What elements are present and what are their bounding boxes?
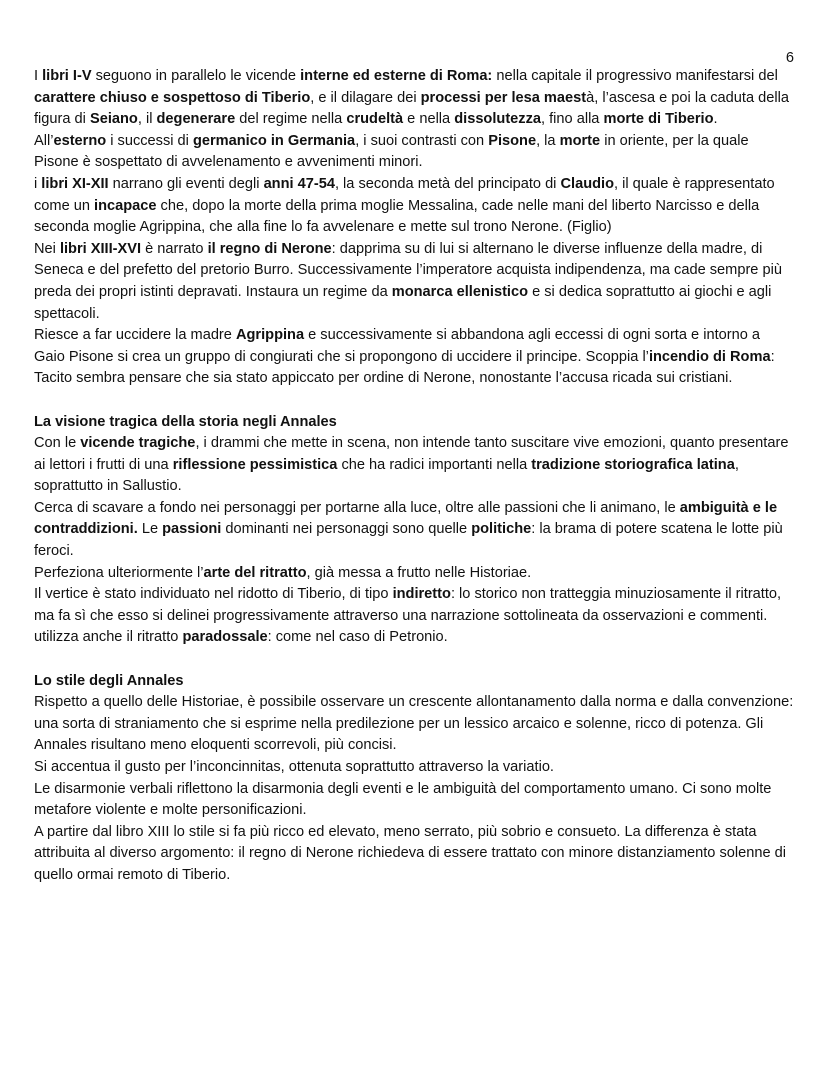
bold-text: libri I-V bbox=[42, 68, 92, 84]
bold-text: anni 47-54 bbox=[263, 175, 335, 192]
bold-text: crudeltà bbox=[346, 111, 404, 128]
text-run: , la seconda metà del principato di bbox=[334, 175, 561, 192]
bold-text: libri XI-XII bbox=[41, 175, 109, 192]
text-run: , e il dilagare dei bbox=[310, 89, 421, 106]
text-run: Cerca di scavare a fondo nei personaggi per portarne alla luce, oltre alle passioni che li animano, le bbox=[34, 499, 680, 516]
bold-text: incapace bbox=[94, 197, 157, 214]
bold-text: politiche bbox=[471, 521, 532, 538]
text-run: . bbox=[713, 111, 718, 128]
bold-text: interne ed esterne di Roma: bbox=[300, 68, 493, 84]
section-intro bbox=[34, 66, 794, 390]
text-run: i successi di bbox=[106, 132, 193, 149]
text-run: è narrato bbox=[141, 240, 208, 257]
paragraph bbox=[34, 498, 794, 563]
bold-text: passioni bbox=[162, 521, 222, 538]
text-run: , fino alla bbox=[541, 111, 604, 128]
bold-text: ambiguità e le contraddizioni. bbox=[34, 499, 778, 538]
text-run: , soprattutto in Sallustio. bbox=[34, 456, 739, 495]
bold-text: vicende tragiche bbox=[80, 435, 196, 452]
paragraph bbox=[34, 66, 794, 131]
section-title-style: Lo stile degli Annales bbox=[34, 672, 184, 689]
text-run: e successivamente si abbandona agli eccessi di ogni sorta e intorno a Gaio Pisone si crea un gruppo di congiurati che si propongono di uccidere il principe. Scoppia l’ bbox=[34, 327, 760, 365]
text-run: Nei bbox=[34, 240, 60, 257]
bold-text: carattere chiuso e sospettoso di Tiberio bbox=[34, 89, 311, 106]
text-run: : lo storico non tratteggia minuziosamente il ritratto, ma fa sì che esso si delinei progressivamente attraverso una narrazione sottolineata da osservazioni e commenti. utilizza anche il ritratto bbox=[34, 586, 782, 646]
document-body bbox=[34, 66, 794, 887]
section-tragic-vision bbox=[34, 433, 794, 649]
text-run: i bbox=[34, 175, 42, 192]
text-run: Perfeziona ulteriormente l’ bbox=[34, 564, 204, 581]
text-run: Le bbox=[137, 521, 163, 538]
text-run: nella capitale il progressivo manifestarsi del bbox=[492, 68, 778, 84]
text-run: , i drammi che mette in scena, non intende tanto suscitare vive emozioni, quanto presentare ai lettori i frutti di una bbox=[34, 435, 789, 473]
page-number: 6 bbox=[785, 50, 794, 66]
bold-text: libri XIII-XVI bbox=[59, 240, 142, 257]
text-run: I bbox=[34, 68, 43, 84]
bold-text: il regno di Nerone bbox=[207, 240, 332, 257]
paragraph bbox=[34, 757, 794, 779]
text-run: Rispetto a quello delle Historiae, è possibile osservare un crescente allontanamento dalla norma e dalla convenzione: una sorta di straniamento che si esprime nella predilezione per un lessico arcaico e solenne, ricco di potenza. Gli Annales risultano meno eloquenti scorrevoli, più concisi. bbox=[34, 694, 794, 754]
bold-text: indiretto bbox=[392, 586, 451, 603]
section-title-tragic-vision: La visione tragica della storia negli Annales bbox=[34, 413, 337, 430]
section-style bbox=[34, 692, 794, 886]
bold-text: degenerare bbox=[156, 111, 236, 128]
text-run: e nella bbox=[403, 111, 455, 128]
bold-text: paradossale bbox=[182, 629, 268, 646]
paragraph bbox=[34, 563, 794, 585]
text-run: e si dedica soprattutto ai giochi e agli spettacoli. bbox=[34, 283, 772, 322]
paragraph bbox=[34, 174, 794, 239]
text-run: A partire dal libro XIII lo stile si fa più ricco ed elevato, meno serrato, più sobrio e consueto. La differenza è stata attribuita al diverso argomento: il regno di Nerone richiedeva di essere trattato con minore distanziamento solenne di quello ormai remoto di Tiberio. bbox=[34, 823, 786, 883]
text-run: Le disarmonie verbali riflettono la disarmonia degli eventi e le ambiguità del comportamento umano. Ci sono molte metafore violente e molte personificazioni. bbox=[34, 780, 772, 819]
bold-text: monarca ellenistico bbox=[391, 283, 529, 300]
text-run: Riesce a far uccidere la madre bbox=[34, 327, 236, 344]
bold-text: Seiano bbox=[89, 111, 138, 128]
text-run: , già messa a frutto nelle Historiae. bbox=[306, 564, 532, 581]
bold-text: processi per lesa maest bbox=[420, 89, 587, 106]
text-run: à, l’ascesa e poi la caduta della figura di bbox=[34, 89, 789, 128]
text-run: : Tacito sembra pensare che sia stato appiccato per ordine di Nerone, nonostante l’accusa ricada sui cristiani. bbox=[34, 348, 775, 387]
text-run: Si accentua il gusto per l’inconcinnitas, ottenuta soprattutto attraverso la variatio. bbox=[34, 759, 554, 775]
bold-text: Agrippina bbox=[235, 327, 305, 344]
section-spacer bbox=[34, 390, 794, 412]
text-run: , il bbox=[137, 111, 157, 128]
text-run: del regime nella bbox=[235, 111, 347, 128]
text-run: : dapprima su di lui si alternano le diverse influenze della madre, di Seneca e del prefetto del pretorio Burro. Successivamente l’imperatore acquista indipendenza, ma cade sempre più preda dei propri istinti depravati. Instaura un regime da bbox=[34, 240, 782, 300]
bold-text: arte del ritratto bbox=[203, 564, 307, 581]
text-run: che, dopo la morte della prima moglie Messalina, cade nelle mani del liberto Narcisso e della seconda moglie Agrippina, che alla fine lo fa avvelenare e mette sul trono Nerone. (Figlio) bbox=[34, 197, 760, 236]
text-run: , la bbox=[536, 132, 560, 149]
paragraph bbox=[34, 433, 794, 498]
text-run: che ha radici importanti nella bbox=[337, 456, 532, 473]
bold-text: riflessione pessimistica bbox=[172, 456, 338, 473]
text-run: : come nel caso di Petronio. bbox=[267, 629, 448, 646]
text-run: : la brama di potere scatena le lotte più feroci. bbox=[34, 521, 783, 560]
paragraph bbox=[34, 692, 794, 757]
text-run: dominanti nei personaggi sono quelle bbox=[221, 521, 472, 538]
text-run: , il quale è rappresentato come un bbox=[34, 175, 775, 214]
paragraph bbox=[34, 584, 794, 649]
bold-text: germanico in Germania bbox=[192, 132, 356, 149]
text-run: seguono in parallelo le vicende bbox=[91, 68, 301, 84]
bold-text: dissolutezza bbox=[454, 111, 542, 128]
paragraph bbox=[34, 779, 794, 822]
paragraph bbox=[34, 822, 794, 887]
text-run: All’ bbox=[34, 132, 54, 149]
bold-text: esterno bbox=[53, 132, 107, 149]
text-run: Con le bbox=[34, 435, 81, 452]
text-run: in oriente, per la quale Pisone è sospettato di avvelenamento e avvenimenti minori. bbox=[34, 132, 749, 171]
text-run: , i suoi contrasti con bbox=[355, 132, 489, 149]
bold-text: Claudio bbox=[560, 175, 614, 192]
bold-text: morte bbox=[559, 132, 601, 149]
paragraph bbox=[34, 325, 794, 390]
text-run: narrano gli eventi degli bbox=[108, 175, 264, 192]
bold-text: morte di Tiberio bbox=[603, 111, 714, 128]
bold-text: tradizione storiografica latina bbox=[531, 456, 735, 473]
bold-text: Pisone bbox=[488, 132, 537, 149]
paragraph bbox=[34, 239, 794, 325]
paragraph bbox=[34, 131, 794, 174]
section-spacer bbox=[34, 649, 794, 671]
text-run: Il vertice è stato individuato nel ridotto di Tiberio, di tipo bbox=[34, 586, 393, 603]
bold-text: incendio di Roma bbox=[648, 348, 771, 365]
